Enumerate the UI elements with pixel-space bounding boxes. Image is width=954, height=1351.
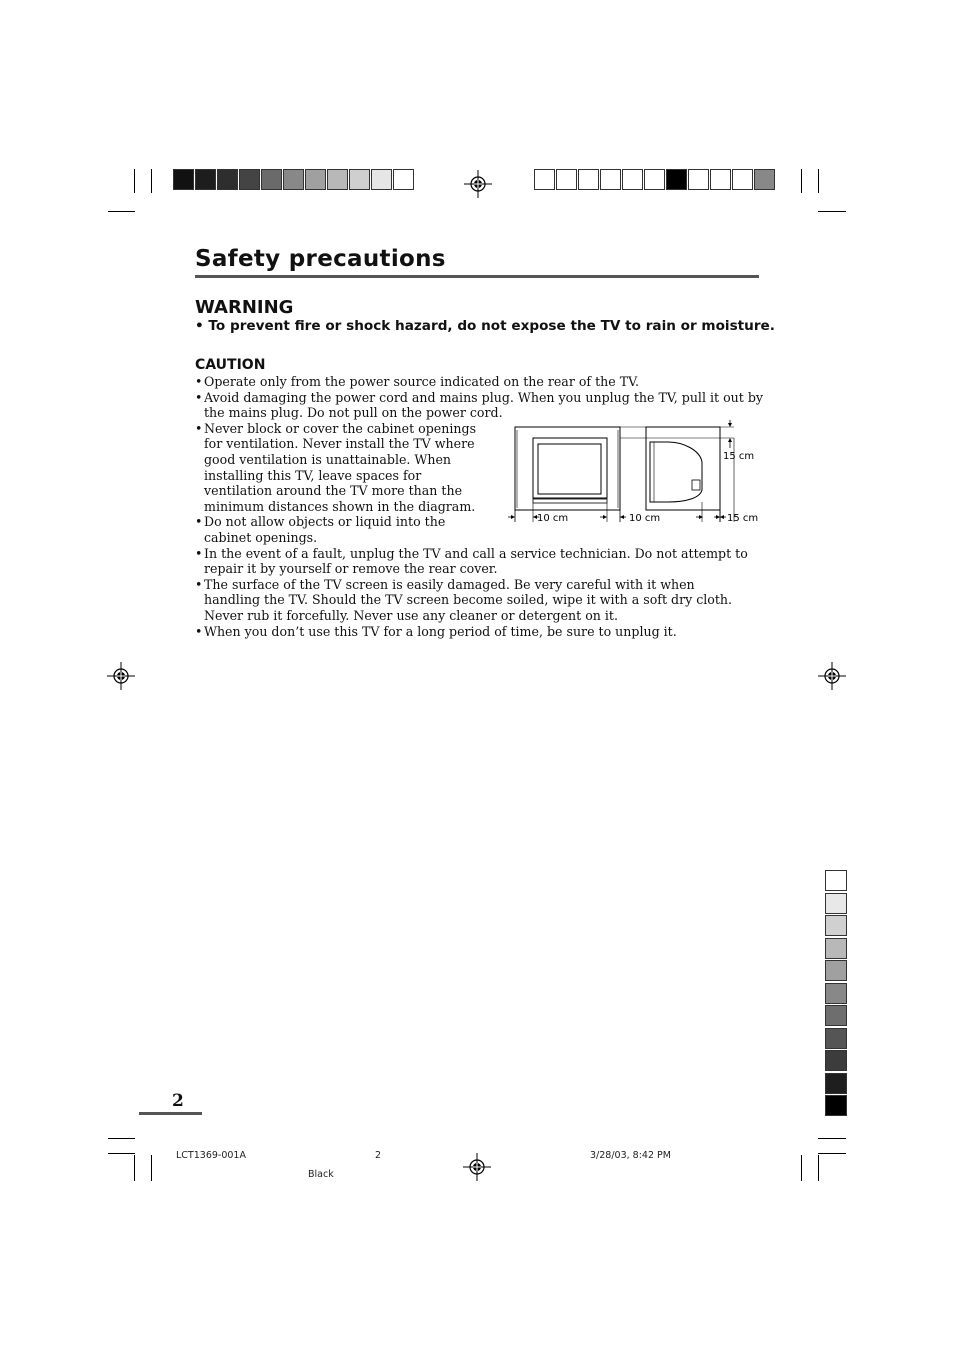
footer-doc-code: LCT1369-001A bbox=[176, 1150, 246, 1161]
tv-front-view bbox=[508, 427, 626, 522]
rear-clearance-label: 15 cm bbox=[727, 513, 759, 524]
page-number: 2 bbox=[172, 1091, 184, 1111]
color-swatch bbox=[239, 169, 260, 190]
ventilation-diagram bbox=[508, 418, 762, 528]
color-swatch bbox=[825, 915, 847, 936]
color-bar-side bbox=[825, 870, 847, 1118]
color-swatch bbox=[710, 169, 731, 190]
color-swatch bbox=[666, 169, 687, 190]
registration-mark-right bbox=[818, 662, 846, 690]
registration-mark-top bbox=[464, 170, 492, 198]
color-swatch bbox=[173, 169, 194, 190]
color-swatch bbox=[825, 1028, 847, 1049]
color-swatch bbox=[305, 169, 326, 190]
warning-item: • To prevent fire or shock hazard, do not expose the TV to rain or moisture. bbox=[195, 318, 775, 334]
color-swatch bbox=[825, 893, 847, 914]
color-swatch bbox=[371, 169, 392, 190]
footer-plate: Black bbox=[308, 1169, 334, 1180]
color-swatch bbox=[825, 938, 847, 959]
color-swatch bbox=[732, 169, 753, 190]
caution-item: • Operate only from the power source indicated on the rear of the TV. bbox=[195, 374, 768, 390]
color-swatch bbox=[825, 983, 847, 1004]
color-swatch bbox=[688, 169, 709, 190]
color-swatch bbox=[217, 169, 238, 190]
side-clearance-label: 10 cm bbox=[629, 513, 661, 524]
color-swatch bbox=[825, 960, 847, 981]
color-swatch bbox=[754, 169, 775, 190]
registration-mark-bottom bbox=[463, 1153, 491, 1181]
color-swatch bbox=[261, 169, 282, 190]
caution-item: • When you don’t use this TV for a long period of time, be sure to unplug it. bbox=[195, 624, 768, 640]
caution-item: • Never block or cover the cabinet openings for ventilation. Never install the TV where good ventilation is unattainable. When installing this TV, leave spaces for ventilation around the TV more than the minimum distances shown in the diagram. bbox=[195, 421, 489, 515]
front-clearance-label: 10 cm bbox=[537, 513, 569, 524]
color-swatch bbox=[327, 169, 348, 190]
title-rule bbox=[195, 275, 759, 278]
color-bar-top-left bbox=[173, 169, 415, 190]
color-bar-top-right bbox=[534, 169, 776, 190]
color-swatch bbox=[195, 169, 216, 190]
page-number-rule bbox=[139, 1112, 202, 1115]
color-swatch bbox=[622, 169, 643, 190]
color-swatch bbox=[349, 169, 370, 190]
registration-mark-left bbox=[107, 662, 135, 690]
caution-heading: CAUTION bbox=[195, 357, 266, 373]
color-swatch bbox=[644, 169, 665, 190]
color-swatch bbox=[600, 169, 621, 190]
footer-page: 2 bbox=[375, 1150, 382, 1161]
color-swatch bbox=[825, 1095, 847, 1116]
color-swatch bbox=[534, 169, 555, 190]
page-title: Safety precautions bbox=[195, 246, 446, 272]
color-swatch bbox=[825, 1005, 847, 1026]
top-clearance-label: 15 cm bbox=[723, 451, 755, 462]
footer-datetime: 3/28/03, 8:42 PM bbox=[590, 1150, 671, 1161]
color-swatch bbox=[578, 169, 599, 190]
color-swatch bbox=[825, 870, 847, 891]
color-swatch bbox=[825, 1050, 847, 1071]
color-swatch bbox=[283, 169, 304, 190]
color-swatch bbox=[393, 169, 414, 190]
caution-item: • The surface of the TV screen is easily damaged. Be very careful with it when handling the TV. Should the TV screen become soiled, wipe it with a soft dry cloth. Never rub it forcefully. Never use any cleaner or detergent on it. bbox=[195, 577, 754, 624]
caution-item: • In the event of a fault, unplug the TV and call a service technician. Do not attempt to repair it by yourself or remove the rear cover. bbox=[195, 546, 749, 577]
caution-item: • Do not allow objects or liquid into the cabinet openings. bbox=[195, 514, 454, 545]
color-swatch bbox=[556, 169, 577, 190]
warning-heading: WARNING bbox=[195, 297, 294, 318]
tv-side-view bbox=[646, 420, 734, 522]
caution-item: • Avoid damaging the power cord and mains plug. When you unplug the TV, pull it out by the mains plug. Do not pull on the power cord. bbox=[195, 390, 768, 421]
color-swatch bbox=[825, 1073, 847, 1094]
